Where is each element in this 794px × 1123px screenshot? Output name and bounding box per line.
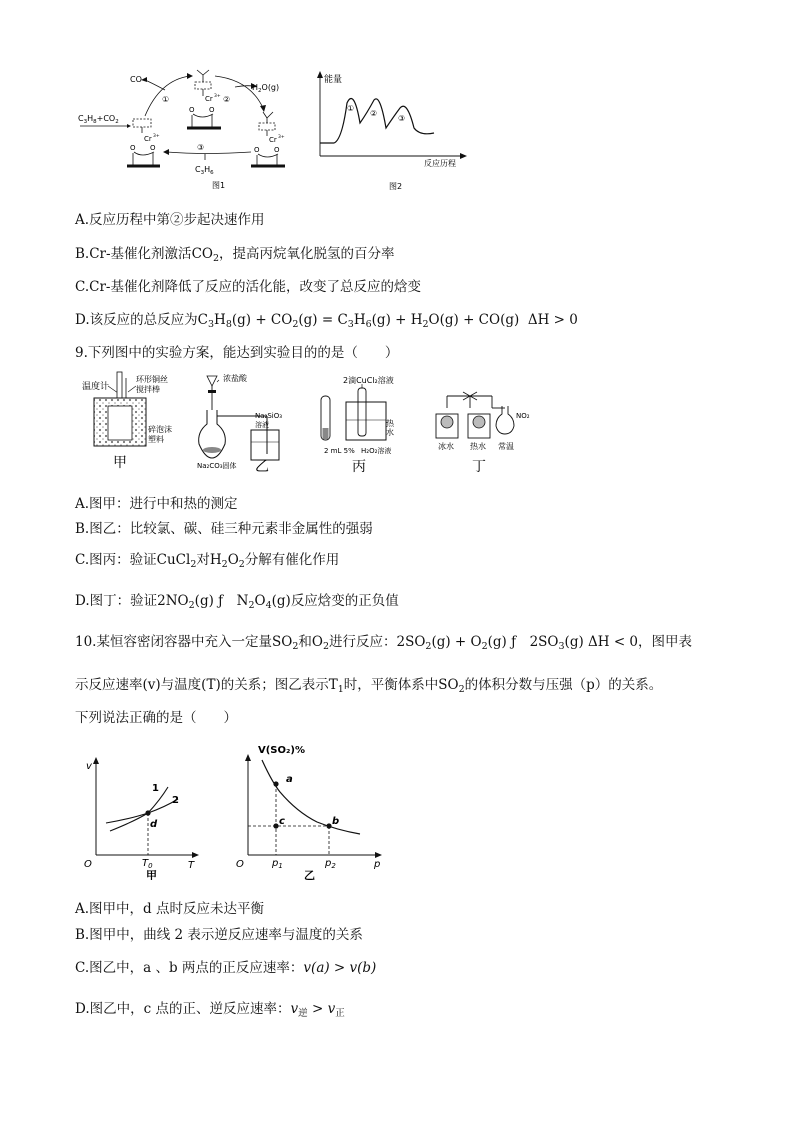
point-d bbox=[145, 810, 150, 815]
q10-option-b: B.图甲中，曲线 2 表示逆反应速率与温度的关系 bbox=[75, 927, 363, 943]
figure-2-caption: 图2 bbox=[389, 182, 403, 191]
q10-option-d: D.图乙中，c 点的正、逆反应速率：$v_逆 > v_正$ bbox=[75, 1001, 345, 1019]
svg-text:O: O bbox=[189, 106, 195, 114]
p1-tick: $p_1$ bbox=[272, 858, 283, 870]
figure-1-catalytic-cycle bbox=[75, 60, 295, 195]
q8-option-d: D.该反应的总反应为$C_3H_8(g) + CO_2(g) = C_3H_6(g) + H_2O(g) + CO(g) \Delta H > 0$ bbox=[75, 312, 578, 330]
svg-text:O: O bbox=[130, 144, 136, 152]
graph-jia-caption: 甲 bbox=[146, 869, 157, 880]
q10-stem-line3: 下列说法正确的是（ ） bbox=[75, 710, 237, 726]
svg-text:2滴CuCl₂溶液: 2滴CuCl₂溶液 bbox=[343, 376, 394, 385]
graph-yi-caption: 乙 bbox=[304, 869, 315, 880]
svg-text:O: O bbox=[209, 106, 215, 114]
graph-jia-xlabel: T bbox=[188, 860, 195, 871]
apparatus-bing bbox=[318, 372, 418, 477]
complex-top bbox=[187, 70, 221, 128]
svg-text:O: O bbox=[274, 146, 280, 154]
p2-tick: $p_2$ bbox=[325, 858, 336, 870]
svg-text:Cr: Cr bbox=[269, 136, 277, 144]
q9-option-d: D.图丁：验证$2NO_2(g)$ ƒ $N_2O_4(g)$反应焓变的正负值 bbox=[75, 593, 399, 611]
t0-tick: $T_0$ bbox=[142, 858, 153, 870]
apparatus-ding bbox=[432, 384, 537, 479]
svg-text:热: 热 bbox=[386, 419, 394, 428]
reaction-coord-label: 反应历程 bbox=[424, 159, 456, 168]
svg-text:Na₂SiO₃: Na₂SiO₃ bbox=[255, 412, 283, 420]
c3h6-label: $C_3H_6$ bbox=[195, 165, 214, 176]
co-label: CO bbox=[130, 75, 142, 84]
svg-text:O: O bbox=[254, 146, 260, 154]
point-b-label: b bbox=[332, 816, 340, 827]
q10-option-a: A.图甲中，d 点时反应未达平衡 bbox=[75, 901, 264, 917]
svg-text:O: O bbox=[150, 144, 156, 152]
q9-option-c: C.图丙：验证CuCl$_2$对$H_2O_2$分解有催化作用 bbox=[75, 552, 340, 570]
q9-option-b: B.图乙：比较氯、碳、硅三种元素非金属性的强弱 bbox=[75, 521, 373, 537]
svg-text:温度计: 温度计 bbox=[82, 382, 110, 392]
q9-option-a: A.图甲：进行中和热的测定 bbox=[75, 496, 238, 512]
reactants-label: $C_3H_8+CO_2$ bbox=[78, 114, 119, 125]
svg-text:Cr: Cr bbox=[205, 95, 213, 103]
apparatus-yi bbox=[195, 372, 310, 477]
peak-3-label: ③ bbox=[398, 114, 406, 123]
svg-text:塑料: 塑料 bbox=[148, 435, 164, 444]
peak-1-label: ① bbox=[347, 104, 355, 113]
energy-axis-label: 能量 bbox=[324, 75, 343, 85]
graph-yi-ylabel: V(SO₂)% bbox=[258, 745, 305, 756]
point-a bbox=[273, 781, 278, 786]
energy-curve bbox=[320, 99, 434, 144]
svg-text:NO₂: NO₂ bbox=[516, 412, 530, 420]
graph-jia-rate-vs-temperature bbox=[80, 755, 205, 880]
svg-text:3+: 3+ bbox=[278, 135, 285, 140]
svg-text:2 mL 5%: 2 mL 5% bbox=[324, 447, 355, 455]
point-a-label: a bbox=[286, 774, 293, 785]
curve-2-label: 2 bbox=[172, 795, 179, 806]
point-d-label: d bbox=[150, 819, 158, 830]
curve-1-label: 1 bbox=[152, 783, 159, 794]
graph-jia-origin: O bbox=[84, 859, 92, 870]
graph-yi-xlabel: p bbox=[374, 859, 381, 870]
graph-yi-so2-vs-pressure bbox=[232, 740, 387, 880]
svg-text:3+: 3+ bbox=[153, 134, 160, 139]
q10-stem-line2: 示反应速率(v)与温度(T)的关系；图乙表示$T_1$时，平衡体系中$SO_2$的体积分数与压强（p）的关系。 bbox=[75, 677, 663, 695]
point-b bbox=[326, 823, 331, 828]
figure-1-caption: 图1 bbox=[212, 181, 226, 190]
q8-option-b: B.Cr-基催化剂激活$CO_2$，提高丙烷氧化脱氢的百分率 bbox=[75, 246, 395, 264]
curve-2 bbox=[106, 799, 178, 823]
q10-stem-line1: 10.某恒容密闭容器中充入一定量$SO_2$和$O_2$进行反应：$2SO_2(g) + O_2(g)$ ƒ $2SO_3(g) \Delta H < 0$，图甲表 bbox=[75, 634, 693, 652]
q8-option-a: A.反应历程中第②步起决速作用 bbox=[75, 212, 265, 228]
apparatus-jia bbox=[80, 368, 190, 473]
svg-text:冰水: 冰水 bbox=[438, 442, 454, 451]
apparatus-ding-label: 丁 bbox=[472, 459, 486, 475]
svg-text:热水: 热水 bbox=[470, 442, 486, 451]
svg-text:碎泡沫: 碎泡沫 bbox=[148, 425, 172, 434]
point-c bbox=[273, 823, 278, 828]
q10-option-c: C.图乙中，a 、b 两点的正反应速率：v(a) > v(b) bbox=[75, 960, 377, 976]
step-1-label: ① bbox=[162, 95, 170, 104]
graph-yi-origin: O bbox=[236, 859, 244, 870]
svg-text:H₂O₂溶液: H₂O₂溶液 bbox=[361, 447, 392, 455]
apparatus-jia-label: 甲 bbox=[113, 455, 127, 471]
point-c-label: c bbox=[279, 816, 285, 827]
svg-text:环形铜丝: 环形铜丝 bbox=[136, 375, 168, 384]
apparatus-yi-label: 乙 bbox=[255, 459, 269, 475]
complex-left bbox=[127, 119, 160, 166]
svg-text:3+: 3+ bbox=[214, 94, 221, 99]
q9-stem: 9.下列图中的实验方案，能达到实验目的的是（ ） bbox=[75, 345, 399, 361]
svg-text:Na₂CO₃固体: Na₂CO₃固体 bbox=[197, 462, 237, 470]
svg-text:常温: 常温 bbox=[498, 442, 514, 451]
step-2-label: ② bbox=[223, 95, 231, 104]
svg-text:搅拌棒: 搅拌棒 bbox=[136, 385, 160, 394]
step-3-label: ③ bbox=[197, 143, 205, 152]
graph-jia-ylabel: v bbox=[86, 761, 92, 772]
peak-2-label: ② bbox=[370, 109, 378, 118]
q8-option-c: C.Cr-基催化剂降低了反应的活化能，改变了总反应的焓变 bbox=[75, 279, 421, 295]
apparatus-bing-label: 丙 bbox=[352, 459, 366, 475]
svg-text:浓盐酸: 浓盐酸 bbox=[223, 374, 247, 383]
svg-text:溶液: 溶液 bbox=[255, 421, 269, 429]
so2-curve bbox=[262, 760, 360, 834]
h2o-label: $H_2O(g)$ bbox=[252, 83, 280, 94]
complex-right bbox=[251, 112, 285, 166]
figure-2-energy-profile bbox=[312, 68, 472, 193]
svg-text:Cr: Cr bbox=[144, 135, 152, 143]
svg-text:水: 水 bbox=[386, 428, 394, 437]
